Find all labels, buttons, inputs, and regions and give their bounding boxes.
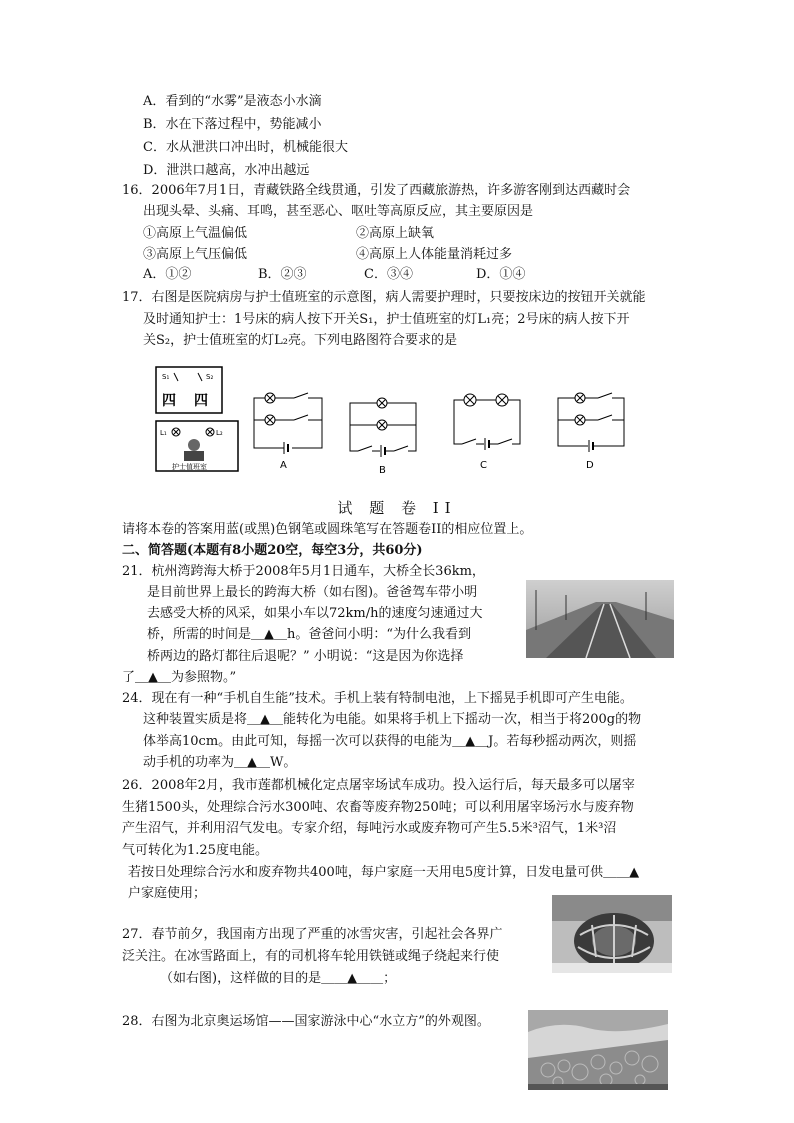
q26-line3: 产生沼气，并利用沼气发电。专家介绍，每吨污水或废弃物可产生5.5米³沼气，1米³沼 xyxy=(122,821,617,836)
q16-stem-line2: 出现头晕、头痛、耳鸣，甚至恶心、呕吐等高原反应，其主要原因是 xyxy=(143,204,534,219)
part-2-instruction: 请将本卷的答案用蓝(或黑)色钢笔或圆珠笔写在答题卷II的相应位置上。 xyxy=(122,522,533,537)
q16-item-2: ②高原上缺氧 xyxy=(356,226,435,241)
q15-option-b: B．水在下落过程中，势能减小 xyxy=(143,117,322,132)
circuit-a xyxy=(246,390,326,470)
q16-option-a: A．①② xyxy=(143,267,192,282)
q24-line4: 动手机的功率为＿▲＿W。 xyxy=(143,755,297,770)
q17-stem-line2: 及时通知护士：1号床的病人按下开关S₁，护士值班室的灯L₁亮；2号床的病人按下开 xyxy=(143,312,630,327)
section-heading: 二、简答题(本题有8小题20空，每空3分，共60分) xyxy=(122,543,423,558)
q26-line5: 若按日处理综合污水和废弃物共400吨，每户家庭一天用电5度计算，日发电量可供＿＿▲ xyxy=(128,865,640,880)
bed-2-icon: 四 xyxy=(194,393,208,409)
q15-option-d: D．泄洪口越高，水冲出越远 xyxy=(143,163,310,178)
q21-line5: 桥两边的路灯都往后退呢？” 小明说：“这是因为你选择 xyxy=(147,649,464,664)
q27-line2: 泛关注。在冰雪路面上，有的司机将车轮用铁链或绳子绕起来行使 xyxy=(122,949,500,964)
tire-chain-photo xyxy=(552,895,672,973)
ward-s1-label: S₁ xyxy=(162,373,170,381)
q16-item-3: ③高原上气压偏低 xyxy=(143,247,248,262)
q26-line1: 26．2008年2月，我市莲都机械化定点屠宰场试车成功。投入运行后，每天最多可以屠宰 xyxy=(122,778,635,793)
q21-line6: 了＿▲＿为参照物。” xyxy=(122,670,237,685)
q15-option-c: C．水从泄洪口冲出时，机械能很大 xyxy=(143,140,348,155)
q16-item-4: ④高原上人体能量消耗过多 xyxy=(356,247,513,262)
part-2-title: 试 题 卷 II xyxy=(337,499,457,517)
circuit-d xyxy=(552,390,632,470)
circuit-d-label: D xyxy=(586,460,594,470)
q24-line2: 这种装置实质是将＿▲＿能转化为电能。如果将手机上下摇动一次，相当于将200g的物 xyxy=(143,712,642,727)
circuit-b xyxy=(346,395,426,475)
q16-item-1: ①高原上气温偏低 xyxy=(143,226,248,241)
q21-line2: 是目前世界上最长的跨海大桥（如右图)。爸爸驾车带小明 xyxy=(147,585,478,600)
q21-line4: 桥，所需的时间是＿▲＿h。爸爸问小明：“为什么我看到 xyxy=(147,627,472,642)
q24-line3: 体举高10cm。由此可知，每摇一次可以获得的电能为＿▲＿J。若每秒摇动两次，则摇 xyxy=(143,734,637,749)
nurse-room-label: 护士值班室 xyxy=(172,463,207,471)
q16-option-d: D．①④ xyxy=(476,267,526,282)
q17-stem-line3: 关S₂，护士值班室的灯L₂亮。下列电路图符合要求的是 xyxy=(143,333,457,348)
q16-option-b: B．②③ xyxy=(258,267,307,282)
q27-line3: （如右图)，这样做的目的是＿＿▲＿＿； xyxy=(160,971,397,986)
q26-line4: 气可转化为1.25度电能。 xyxy=(122,843,268,858)
q21-line1: 21．杭州湾跨海大桥于2008年5月1日通车，大桥全长36km， xyxy=(122,564,485,579)
q16-option-c: C．③④ xyxy=(364,267,413,282)
ward-l1-label: L₁ xyxy=(160,429,167,437)
bed-1-icon: 四 xyxy=(162,393,176,409)
bridge-photo xyxy=(526,580,674,658)
q27-line1: 27．春节前夕，我国南方出现了严重的冰雪灾害，引起社会各界广 xyxy=(122,927,503,942)
q24-line1: 24．现在有一种“手机自生能”技术。手机上装有特制电池，上下摇晃手机即可产生电能。 xyxy=(122,691,633,706)
ward-s2-label: S₂ xyxy=(206,373,214,381)
circuit-a-label: A xyxy=(280,460,287,470)
q17-stem-line1: 17．右图是医院病房与护士值班室的示意图，病人需要护理时，只要按床边的按钮开关就能 xyxy=(122,290,646,305)
q16-stem-line1: 16．2006年7月1日，青藏铁路全线贯通，引发了西藏旅游热，许多游客刚到达西藏时会 xyxy=(122,183,631,198)
q28-line1: 28．右图为北京奥运场馆——国家游泳中心“水立方”的外观图。 xyxy=(122,1014,490,1029)
water-cube-photo xyxy=(528,1010,668,1090)
q15-option-a: A．看到的“水雾”是液态小水滴 xyxy=(143,94,322,109)
circuit-b-label: B xyxy=(379,465,386,475)
ward-illustration xyxy=(152,365,242,475)
q26-line2: 生猪1500头，处理综合污水300吨、农畜等废弃物250吨；可以利用屠宰场污水与废弃物 xyxy=(122,800,634,815)
circuit-c-label: C xyxy=(480,460,487,470)
q26-line6: 户家庭使用； xyxy=(128,886,207,901)
circuit-c xyxy=(450,390,530,470)
ward-l2-label: L₂ xyxy=(216,429,223,437)
q21-line3: 去感受大桥的风采，如果小车以72km/h的速度匀速通过大 xyxy=(147,606,483,621)
